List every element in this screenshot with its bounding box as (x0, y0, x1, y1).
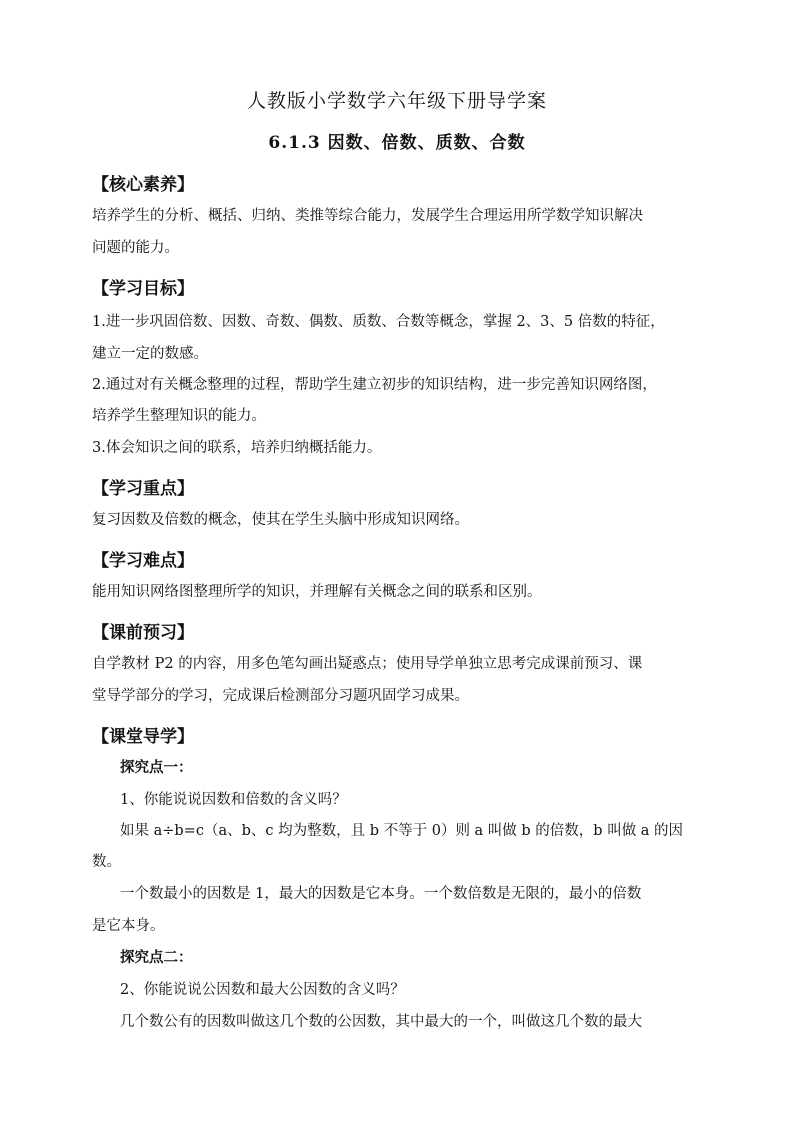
heading-core: 【核心素养】 (92, 175, 194, 195)
preview-line: 堂导学部分的学习，完成课后检测部分习题巩固学习成果。 (92, 688, 469, 704)
focus-line: 复习因数及倍数的概念，使其在学生头脑中形成知识网络。 (92, 512, 469, 528)
core-line: 问题的能力。 (92, 240, 179, 256)
preview-line: 自学教材 P2 的内容，用多色笔勾画出疑惑点；使用导学单独立思考完成课前预习、课 (92, 656, 643, 672)
heading-goals: 【学习目标】 (92, 279, 194, 299)
paragraph-line: 是它本身。 (92, 918, 165, 934)
paragraph-line: 如果 a÷b=c（a、b、c 均为整数，且 b 不等于 0）则 a 叫做 b 的倍数，b 叫做 a 的因 (120, 823, 684, 839)
paragraph-line: 一个数最小的因数是 1，最大的因数是它本身。一个数倍数是无限的，最小的倍数 (120, 886, 642, 902)
doc-title: 人教版小学数学六年级下册导学案 (246, 90, 547, 112)
goals-line: 培养学生整理知识的能力。 (92, 408, 266, 424)
question-two: 2、你能说说公因数和最大公因数的含义吗？ (120, 982, 405, 998)
heading-difficulty: 【学习难点】 (92, 551, 194, 571)
heading-preview: 【课前预习】 (92, 623, 194, 643)
paragraph-line: 数。 (92, 854, 121, 870)
paragraph-line: 几个数公有的因数叫做这几个数的公因数，其中最大的一个，叫做这几个数的最大 (120, 1014, 642, 1030)
heading-focus: 【学习重点】 (92, 479, 194, 499)
goals-line: 3.体会知识之间的联系，培养归纳概括能力。 (92, 440, 382, 456)
difficulty-line: 能用知识网络图整理所学的知识，并理解有关概念之间的联系和区别。 (92, 584, 542, 600)
doc-subtitle: 6.1.3 因数、倍数、质数、合数 (268, 133, 526, 153)
core-line: 培养学生的分析、概括、归纳、类推等综合能力，发展学生合理运用所学数学知识解决 (92, 208, 643, 224)
explore-point-one: 探究点一： (120, 759, 193, 776)
goals-line: 2.通过对有关概念整理的过程，帮助学生建立初步的知识结构，进一步完善知识网络图， (92, 377, 657, 393)
explore-point-two: 探究点二： (120, 949, 193, 966)
question-one: 1、你能说说因数和倍数的含义吗？ (120, 792, 347, 808)
goals-line: 1.进一步巩固倍数、因数、奇数、偶数、质数、合数等概念，掌握 2、3、5 倍数的特征， (92, 314, 665, 330)
heading-guide: 【课堂导学】 (92, 727, 194, 747)
goals-line: 建立一定的数感。 (92, 346, 208, 362)
